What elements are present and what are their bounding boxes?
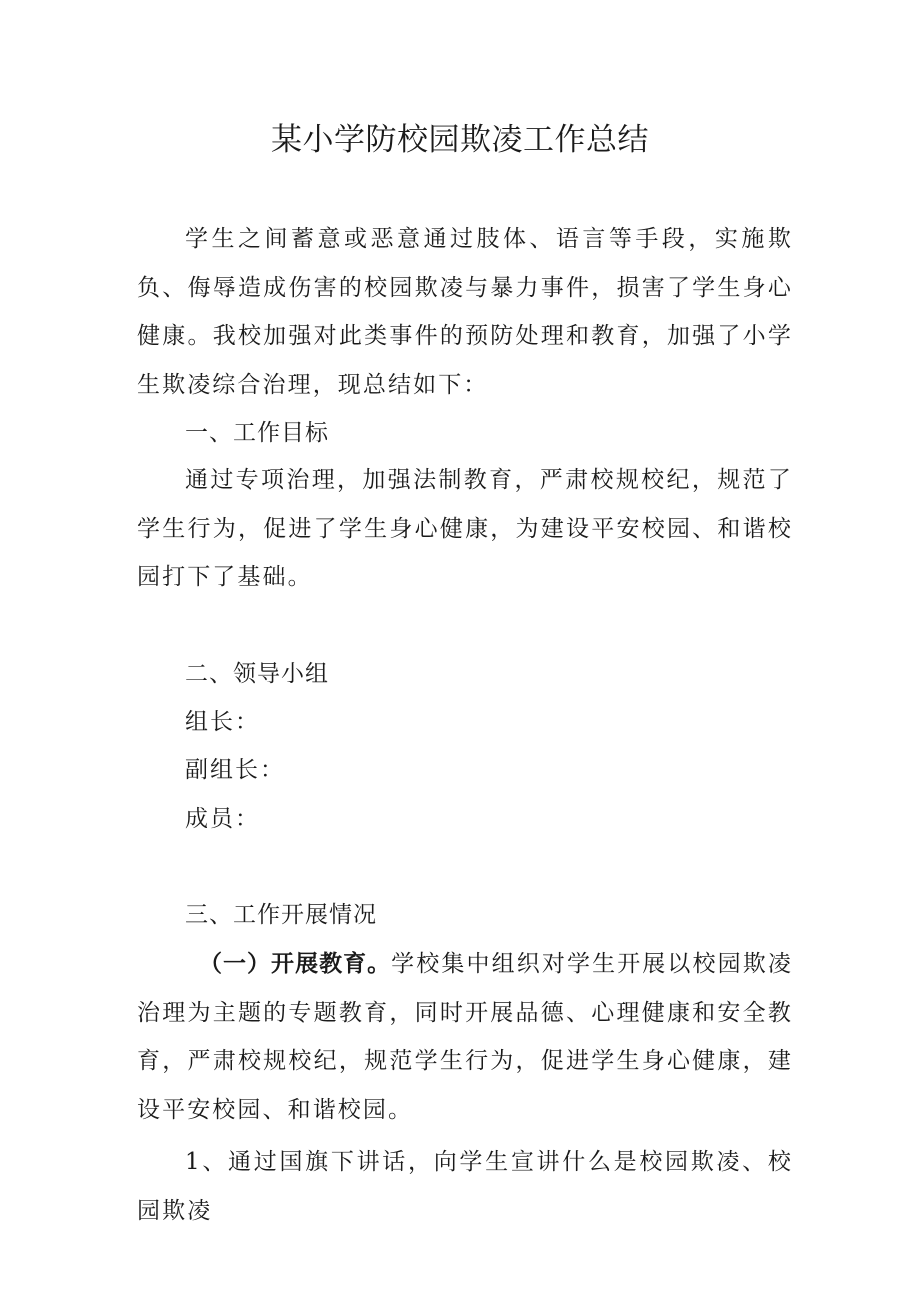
section-1-heading: 一、工作目标 [185,420,329,446]
item-1-paragraph: 1、通过国旗下讲话，向学生宣讲什么是校园欺凌、校园欺凌 [137,1149,793,1224]
members-line: 成员： [185,806,260,832]
subsection-1-body: 学校集中组织对学生开展以校园欺凌治理为主题的专题教育，同时开展品德、心理健康和安全教育，严肃校规校纪，规范学生行为，促进学生身心健康，建设平安校园、和谐校园。 [137,951,793,1123]
section-1-paragraph: 通过专项治理，加强法制教育，严肃校规校纪，规范了学生行为，促进了学生身心健康，为建设平安校园、和谐校园打下了基础。 [137,467,793,590]
subsection-1-lead: （一）开展教育。 [199,951,392,977]
intro-paragraph: 学生之间蓄意或恶意通过肢体、语言等手段，实施欺负、侮辱造成伤害的校园欺凌与暴力事件，损害了学生身心健康。我校加强对此类事件的预防处理和教育，加强了小学生欺凌综合治理，现总结如下： [137,226,793,398]
leader-line: 组长： [185,709,260,735]
deputy-leader-line: 副组长： [185,757,285,783]
section-2-heading: 二、领导小组 [185,661,329,687]
document-title: 某小学防校园欺凌工作总结 [271,122,649,158]
section-3-heading: 三、工作开展情况 [185,902,377,928]
subsection-1-paragraph [137,940,793,1134]
